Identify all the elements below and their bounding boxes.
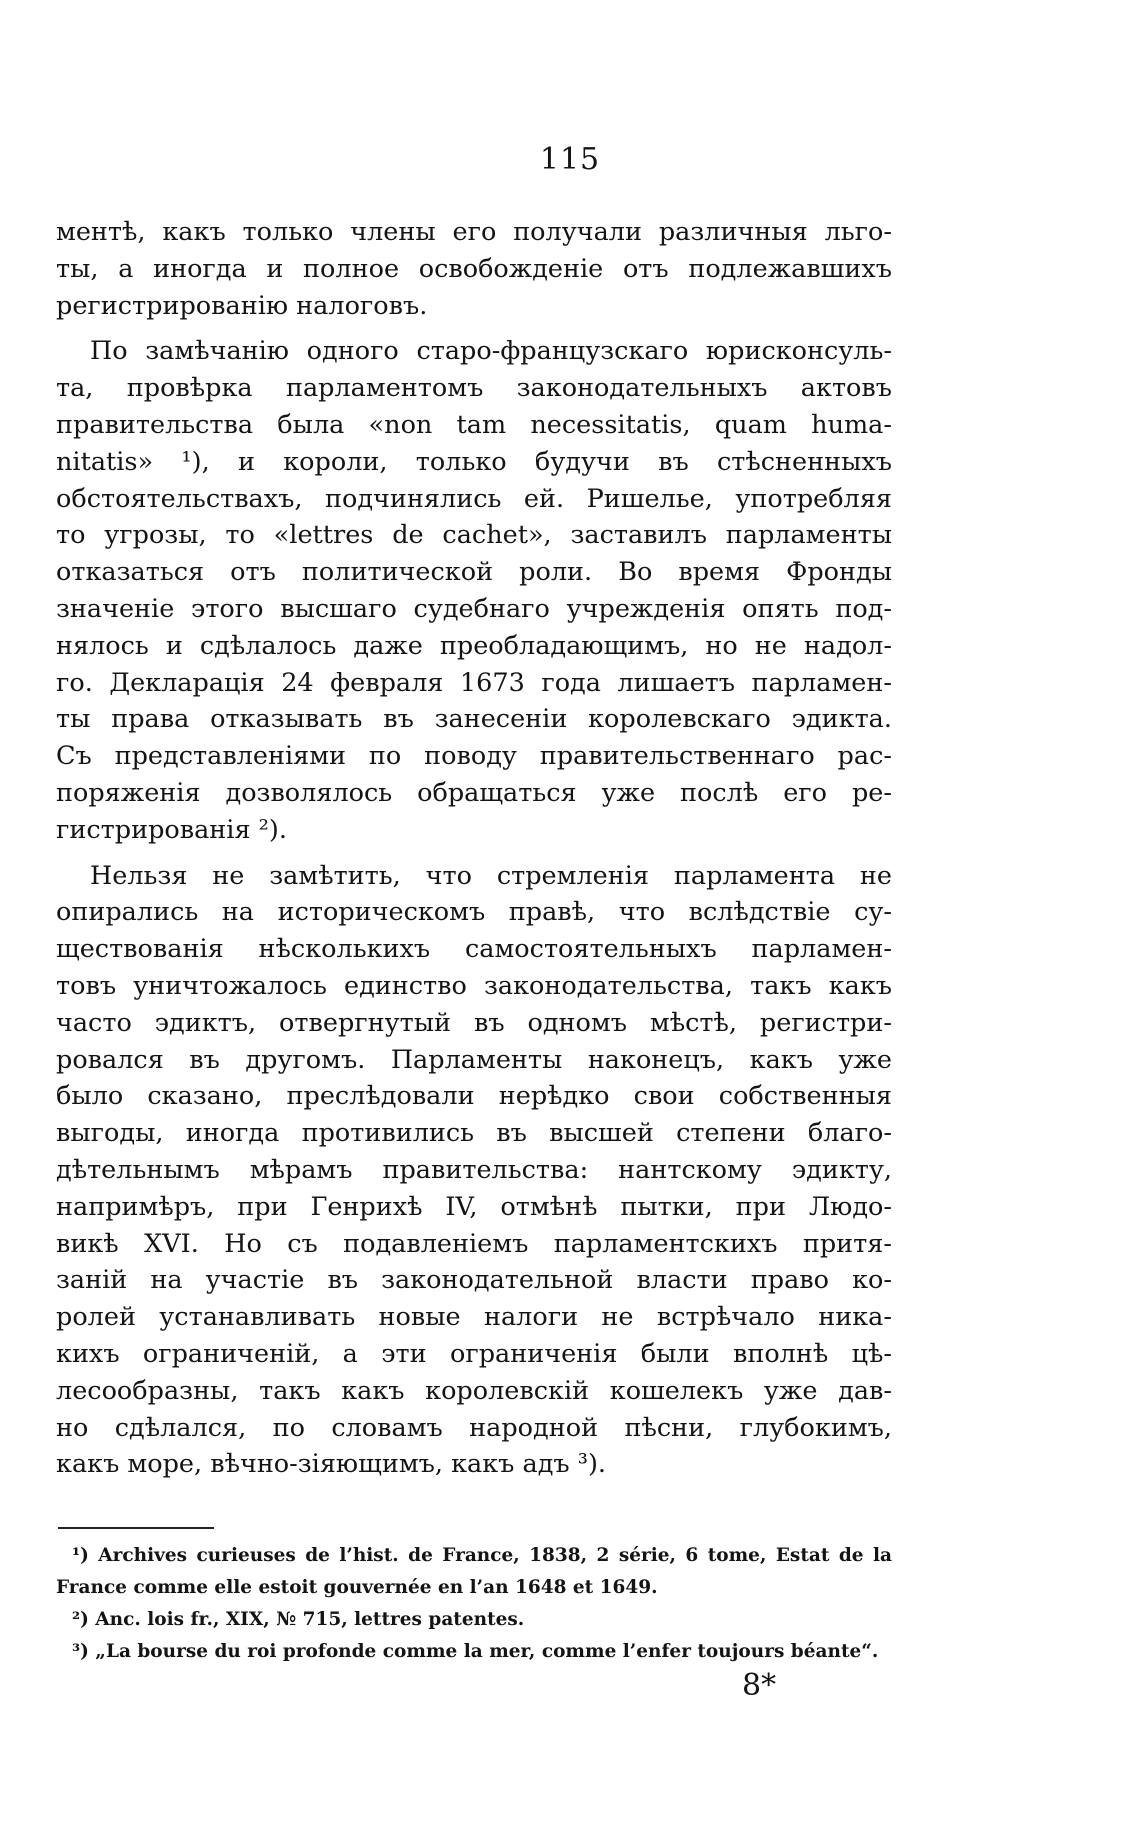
paragraph-1 (56, 214, 892, 324)
text-line: ты, а иногда и полное освобожденіе отъ подлежавшихъ (56, 253, 892, 284)
footnote-line: ³) „La bourse du roi profonde comme la mer, comme l’enfer toujours béante“. (72, 1641, 879, 1662)
signature-mark: 8* (742, 1668, 777, 1703)
text-line: заній на участіе въ законодательной власти право ко- (56, 1265, 892, 1296)
text-line: выгоды, иногда противились въ высшей степени благо- (56, 1118, 892, 1149)
text-line: было сказано, преслѣдовали нерѣдко свои собственныя (56, 1081, 892, 1112)
text-line: ровался въ другомъ. Парламенты наконецъ, какъ уже (56, 1044, 892, 1075)
text-line: лесообразны, такъ какъ королевскій кошелекъ уже дав- (56, 1375, 892, 1406)
text-line: правительства была «non tam necessitatis, quam huma- (56, 409, 892, 440)
text-line: отказаться отъ политической роли. Во время Фронды (56, 557, 892, 588)
text-line: опирались на историческомъ правѣ, что вслѣдствіе су- (56, 897, 892, 928)
footnote-divider (58, 1527, 214, 1529)
paragraph-3 (56, 858, 892, 1484)
page-number: 115 (539, 142, 601, 177)
text-line: поряженія дозволялось обращаться уже послѣ его ре- (56, 777, 892, 808)
text-line: гистрированія ²). (56, 814, 287, 845)
footnote-line: ¹) Archives curieuses de l’hist. de France, 1838, 2 série, 6 tome, Estat de la (72, 1545, 892, 1566)
text-line: ществованія нѣсколькихъ самостоятельныхъ парламен- (56, 934, 892, 965)
footnote-3 (56, 1636, 892, 1668)
text-line: значеніе этого высшаго судебнаго учрежденія опять под- (56, 593, 892, 624)
footnote-2 (56, 1604, 892, 1636)
text-line: nitatis» ¹), и короли, только будучи въ стѣсненныхъ (56, 446, 892, 477)
footnote-line: France comme elle estoit gouvernée en l’an 1648 et 1649. (56, 1577, 658, 1598)
text-line: го. Декларація 24 февраля 1673 года лишаетъ парламен- (56, 667, 892, 698)
text-line: кихъ ограниченій, а эти ограниченія были вполнѣ цѣ- (56, 1338, 892, 1369)
text-line: Съ представленіями по поводу правительственнаго рас- (56, 741, 892, 772)
text-line: товъ уничтожалось единство законодательства, такъ какъ (56, 970, 892, 1001)
text-line: какъ море, вѣчно-зіяющимъ, какъ адъ ³). (56, 1449, 607, 1480)
text-line: напримѣръ, при Генрихѣ IV, отмѣнѣ пытки, при Людо- (56, 1191, 892, 1222)
footnote-line: ²) Anc. lois fr., XIX, № 715, lettres patentes. (72, 1609, 525, 1630)
text-line: ты права отказывать въ занесеніи королевскаго эдикта. (56, 704, 892, 735)
text-line: ментѣ, какъ только члены его получали различныя льго- (56, 217, 892, 247)
text-line: дѣтельнымъ мѣрамъ правительства: нантскому эдикту, (56, 1154, 892, 1185)
text-line: обстоятельствахъ, подчинялись ей. Ришелье, употребляя (56, 483, 892, 514)
paragraph-2 (56, 333, 892, 848)
footnote-1 (56, 1540, 892, 1604)
text-line: ролей устанавливать новые налоги не встрѣчало ника- (56, 1302, 892, 1333)
text-line: та, провѣрка парламентомъ законодательныхъ актовъ (56, 373, 892, 404)
text-line: викѣ XVI. Но съ подавленіемъ парламентскихъ притя- (56, 1228, 892, 1259)
text-line: то угрозы, то «lettres de cachet», заставилъ парламенты (56, 520, 892, 551)
text-line: часто эдиктъ, отвергнутый въ одномъ мѣстѣ, регистри- (56, 1007, 892, 1038)
body-text (56, 214, 892, 1483)
text-line: нялось и сдѣлалось даже преобладающимъ, но не надол- (56, 630, 892, 661)
text-line: регистрированію налоговъ. (56, 290, 428, 321)
text-line: Нельзя не замѣтить, что стремленія парламента не (90, 860, 892, 891)
text-line: но сдѣлался, по словамъ народной пѣсни, глубокимъ, (56, 1412, 892, 1443)
text-line: По замѣчанію одного старо-французскаго юрисконсуль- (90, 336, 892, 367)
footnotes (56, 1540, 892, 1668)
